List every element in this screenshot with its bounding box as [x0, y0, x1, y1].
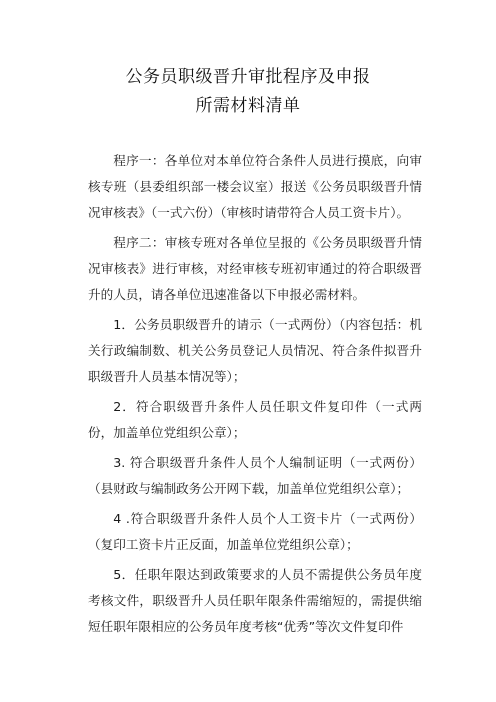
paragraph-procedure-1: 程序一：各单位对本单位符合条件人员进行摸底，向审核专班（县委组织部一楼会议室）报送《公务员职级晋升情况审核表》（一式六份）（审核时请带符合人员工资卡片）。 [88, 153, 422, 220]
document-title-line-2: 所需材料清单 [195, 96, 301, 116]
paragraph-item-3: 3. 符合职级晋升条件人员个人编制证明（一式两份）（县财政与编制政务公开网下载，加盖单位党组织公章）； [88, 455, 422, 496]
paragraph-item-1: 1．公务员职级晋升的请示（一式两份）（内容包括：机关行政编制数、机关公务员登记人员情况、符合条件拟晋升职级晋升人员基本情况等）； [88, 317, 422, 384]
paragraph-item-4: 4 .符合职级晋升条件人员个人工资卡片（一式两份）（复印工资卡片正反面，加盖单位党组织公章）； [88, 511, 422, 552]
paragraph-item-2: 2．符合职级晋升条件人员任职文件复印件（一式两份，加盖单位党组织公章）； [88, 399, 422, 440]
paragraph-procedure-2: 程序二：审核专班对各单位呈报的《公务员职级晋升情况审核表》进行审核，对经审核专班初审通过的符合职级晋升的人员，请各单位迅速准备以下申报必需材料。 [88, 235, 422, 302]
document-title-line-1: 公务员职级晋升审批程序及申报 [125, 67, 371, 87]
paragraph-item-5: 5．任职年限达到政策要求的人员不需提供公务员年度考核文件，职级晋升人员任职年限条件需缩短的，需提供缩短任职年限相应的公务员年度考核“优秀”等次文件复印件 [88, 567, 422, 634]
